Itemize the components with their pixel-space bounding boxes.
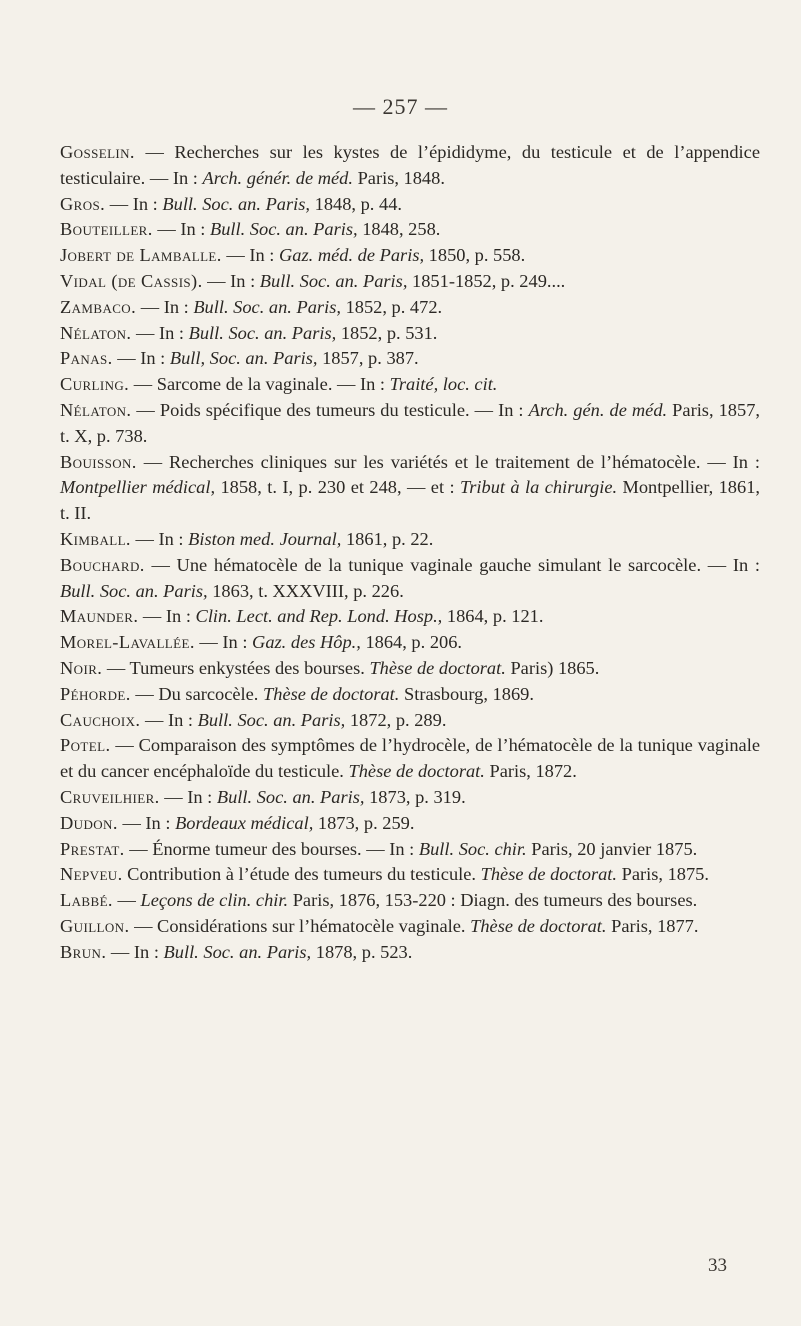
entry-author: Noir.: [60, 657, 103, 678]
entry-text: Strasbourg, 1869.: [399, 683, 534, 704]
entry-text: 1852, p. 531.: [336, 322, 438, 343]
entry-source-title: Arch. gén. de méd.: [528, 399, 668, 420]
entry-source-title: Thèse de doctorat.: [369, 657, 506, 678]
entry-source-title: Leçons de clin. chir.: [140, 890, 289, 911]
entry-author: Gosselin.: [60, 142, 135, 162]
bibliography-entry: [60, 811, 760, 837]
entry-source-title: Biston med. Journal,: [188, 528, 342, 549]
entry-author: Brun.: [60, 941, 107, 962]
bibliography-entry: [60, 192, 760, 218]
entry-author: Nepveu.: [60, 864, 123, 885]
entry-text: — Comparaison des symptômes de l’hydrocèle, de l’hématocèle de la tunique vaginale et du cancer encéphaloïde du testicule.: [60, 735, 760, 782]
signature-mark: 33: [708, 1255, 727, 1276]
entry-text: 1848, 258.: [357, 219, 441, 240]
entry-author: Panas.: [60, 348, 113, 369]
entry-source-title: Bull. Soc. an. Paris,: [193, 296, 341, 317]
entry-author: Prestat.: [60, 838, 125, 859]
bibliography-entry: [60, 656, 760, 682]
bibliography-entry: [60, 630, 760, 656]
entry-text: 1864, p. 121.: [442, 606, 544, 627]
entry-text: Paris, 1875.: [617, 864, 709, 885]
entry-text: — In :: [159, 786, 217, 807]
entry-text: — Énorme tumeur des bourses. — In :: [124, 838, 419, 859]
entry-text: — Recherches sur les kystes de l’épididyme, du testicule et de l’appendice testiculaire. — In :: [60, 142, 760, 188]
entry-text: Montpellier, 1861, t. II.: [60, 477, 760, 524]
entry-author: Bouchard.: [60, 554, 145, 575]
entry-source-title: Bull. Soc. an. Paris,: [209, 219, 358, 240]
entry-author: Kimball.: [60, 528, 131, 549]
entry-source-title: Thèse de doctorat.: [348, 761, 485, 782]
entry-author: Zambaco.: [60, 296, 137, 317]
page-number: — 257 —: [353, 94, 448, 119]
entry-source-title: Thèse de doctorat.: [263, 683, 400, 704]
entry-text: 1872, p. 289.: [345, 709, 447, 730]
entry-source-title: Clin. Lect. and Rep. Lond. Hosp.,: [195, 606, 443, 627]
bibliography-list: [60, 140, 760, 966]
bibliography-entry: [60, 733, 760, 785]
entry-source-title: Traité, loc. cit.: [389, 374, 498, 395]
bibliography-entry: [60, 604, 760, 630]
entry-author: Péhorde.: [60, 683, 131, 704]
entry-text: Paris) 1865.: [505, 657, 600, 678]
entry-text: — In :: [112, 348, 170, 369]
bibliography-entry: [60, 269, 760, 295]
entry-text: — Une hématocèle de la tunique vaginale gauche simulant le sarcocèle. — In :: [144, 554, 760, 575]
bibliography-entry: [60, 862, 760, 888]
bibliography-entry: [60, 321, 760, 347]
entry-author: Dudon.: [60, 812, 118, 833]
entry-author: Jobert de Lamballe.: [60, 245, 222, 266]
entry-text: — In :: [105, 193, 163, 214]
bibliography-entry: [60, 527, 760, 553]
entry-text: — In :: [152, 219, 210, 240]
entry-source-title: Bull. Soc. an. Paris,: [216, 786, 365, 807]
entry-text: Paris, 1877.: [606, 915, 699, 936]
bibliography-entry: [60, 398, 760, 450]
entry-source-title: Bull. Soc. an. Paris,: [60, 580, 208, 601]
entry-text: — In :: [131, 322, 189, 343]
entry-source-title: Bull. Soc. an. Paris,: [259, 270, 408, 291]
entry-text: — In :: [130, 528, 189, 549]
bibliography-entry: [60, 450, 760, 527]
entry-author: Cruveilhier.: [60, 786, 160, 807]
entry-text: 1863, t. XXXVIII, p. 226.: [207, 580, 404, 601]
entry-text: Paris, 1876, 153-220 : Diagn. des tumeurs des bourses.: [288, 890, 698, 911]
bibliography-entry: [60, 243, 760, 269]
entry-source-title: Tribut à la chirurgie.: [460, 477, 618, 498]
entry-author: Nélaton.: [60, 322, 132, 343]
entry-author: Bouisson.: [60, 451, 137, 472]
entry-source-title: Bull. Soc. an. Paris,: [163, 941, 312, 962]
entry-source-title: Bull. Soc. chir.: [418, 838, 527, 859]
entry-text: 1878, p. 523.: [311, 941, 413, 962]
entry-text: — In :: [117, 812, 176, 833]
entry-text: — In :: [140, 709, 198, 730]
entry-text: —: [112, 890, 141, 911]
entry-text: 1873, p. 319.: [364, 786, 466, 807]
entry-source-title: Gaz. méd. de Paris,: [279, 245, 425, 266]
entry-text: — Poids spécifique des tumeurs du testicule. — In :: [131, 399, 529, 420]
entry-source-title: Thèse de doctorat.: [470, 915, 607, 936]
entry-source-title: Bull. Soc. an. Paris,: [197, 709, 346, 730]
bibliography-entry: [60, 553, 760, 605]
entry-text: 1850, p. 558.: [424, 245, 526, 266]
entry-source-title: Arch. génér. de méd.: [202, 167, 353, 188]
entry-text: — Sarcome de la vaginale. — In :: [129, 374, 390, 395]
entry-text: — In :: [202, 270, 260, 291]
bibliography-entry: [60, 914, 760, 940]
bibliography-entry: [60, 372, 760, 398]
entry-author: Bouteiller.: [60, 219, 153, 240]
entry-text: 1861, p. 22.: [341, 528, 434, 549]
entry-source-title: Gaz. des Hôp.,: [252, 632, 361, 653]
bibliography-entry: [60, 940, 760, 966]
entry-text: Paris, 20 janvier 1875.: [526, 838, 698, 859]
entry-text: — In :: [138, 606, 196, 627]
entry-text: — Tumeurs enkystées des bourses.: [102, 657, 370, 678]
entry-text: — Considérations sur l’hématocèle vaginale.: [129, 915, 471, 936]
bibliography-entry: [60, 295, 760, 321]
entry-source-title: Bull. Soc. an. Paris,: [162, 193, 311, 214]
entry-text: 1852, p. 472.: [340, 296, 443, 317]
entry-source-title: Montpellier médical,: [60, 477, 216, 498]
entry-source-title: Thèse de doctorat.: [480, 864, 618, 885]
entry-author: Morel-Lavallée.: [60, 632, 195, 653]
entry-text: 1851-1852, p. 249....: [407, 270, 566, 291]
entry-text: Paris, 1857, t. X, p. 738.: [60, 399, 760, 446]
entry-text: 1873, p. 259.: [313, 812, 415, 833]
entry-text: Paris, 1872.: [484, 761, 577, 782]
bibliography-entry: [60, 837, 760, 863]
bibliography-entry: [60, 785, 760, 811]
entry-author: Labbé.: [60, 890, 113, 911]
entry-author: Vidal (de Cassis).: [60, 270, 203, 291]
entry-author: Curling.: [60, 374, 130, 395]
entry-author: Gros.: [60, 193, 106, 214]
entry-text: — Recherches cliniques sur les variétés et le traitement de l’hématocèle. — In :: [136, 451, 760, 472]
bibliography-entry: [60, 888, 760, 914]
entry-text: — In :: [194, 632, 253, 653]
bibliography-entry: [60, 140, 760, 192]
entry-text: 1848, p. 44.: [310, 193, 402, 214]
entry-author: Cauchoix.: [60, 709, 141, 730]
entry-author: Nélaton.: [60, 399, 132, 420]
entry-source-title: Bordeaux médical,: [175, 812, 314, 833]
entry-source-title: Bull. Soc. an. Paris,: [188, 322, 337, 343]
entry-text: 1857, p. 387.: [317, 348, 419, 369]
entry-author: Guillon.: [60, 915, 130, 936]
entry-text: — In :: [106, 941, 164, 962]
bibliography-entry: [60, 682, 760, 708]
entry-source-title: Bull, Soc. an. Paris,: [169, 348, 318, 369]
entry-author: Potel.: [60, 735, 111, 756]
entry-text: 1858, t. I, p. 230 et 248, — et :: [215, 477, 461, 498]
entry-text: — In :: [221, 245, 279, 266]
entry-text: Contribution à l’étude des tumeurs du testicule.: [122, 864, 481, 885]
bibliography-entry: [60, 346, 760, 372]
entry-text: — In :: [136, 296, 194, 317]
entry-author: Maunder.: [60, 606, 139, 627]
bibliography-entry: [60, 217, 760, 243]
bibliography-entry: [60, 708, 760, 734]
entry-text: — Du sarcocèle.: [130, 683, 264, 704]
entry-text: Paris, 1848.: [352, 167, 445, 188]
entry-text: 1864, p. 206.: [360, 632, 463, 653]
